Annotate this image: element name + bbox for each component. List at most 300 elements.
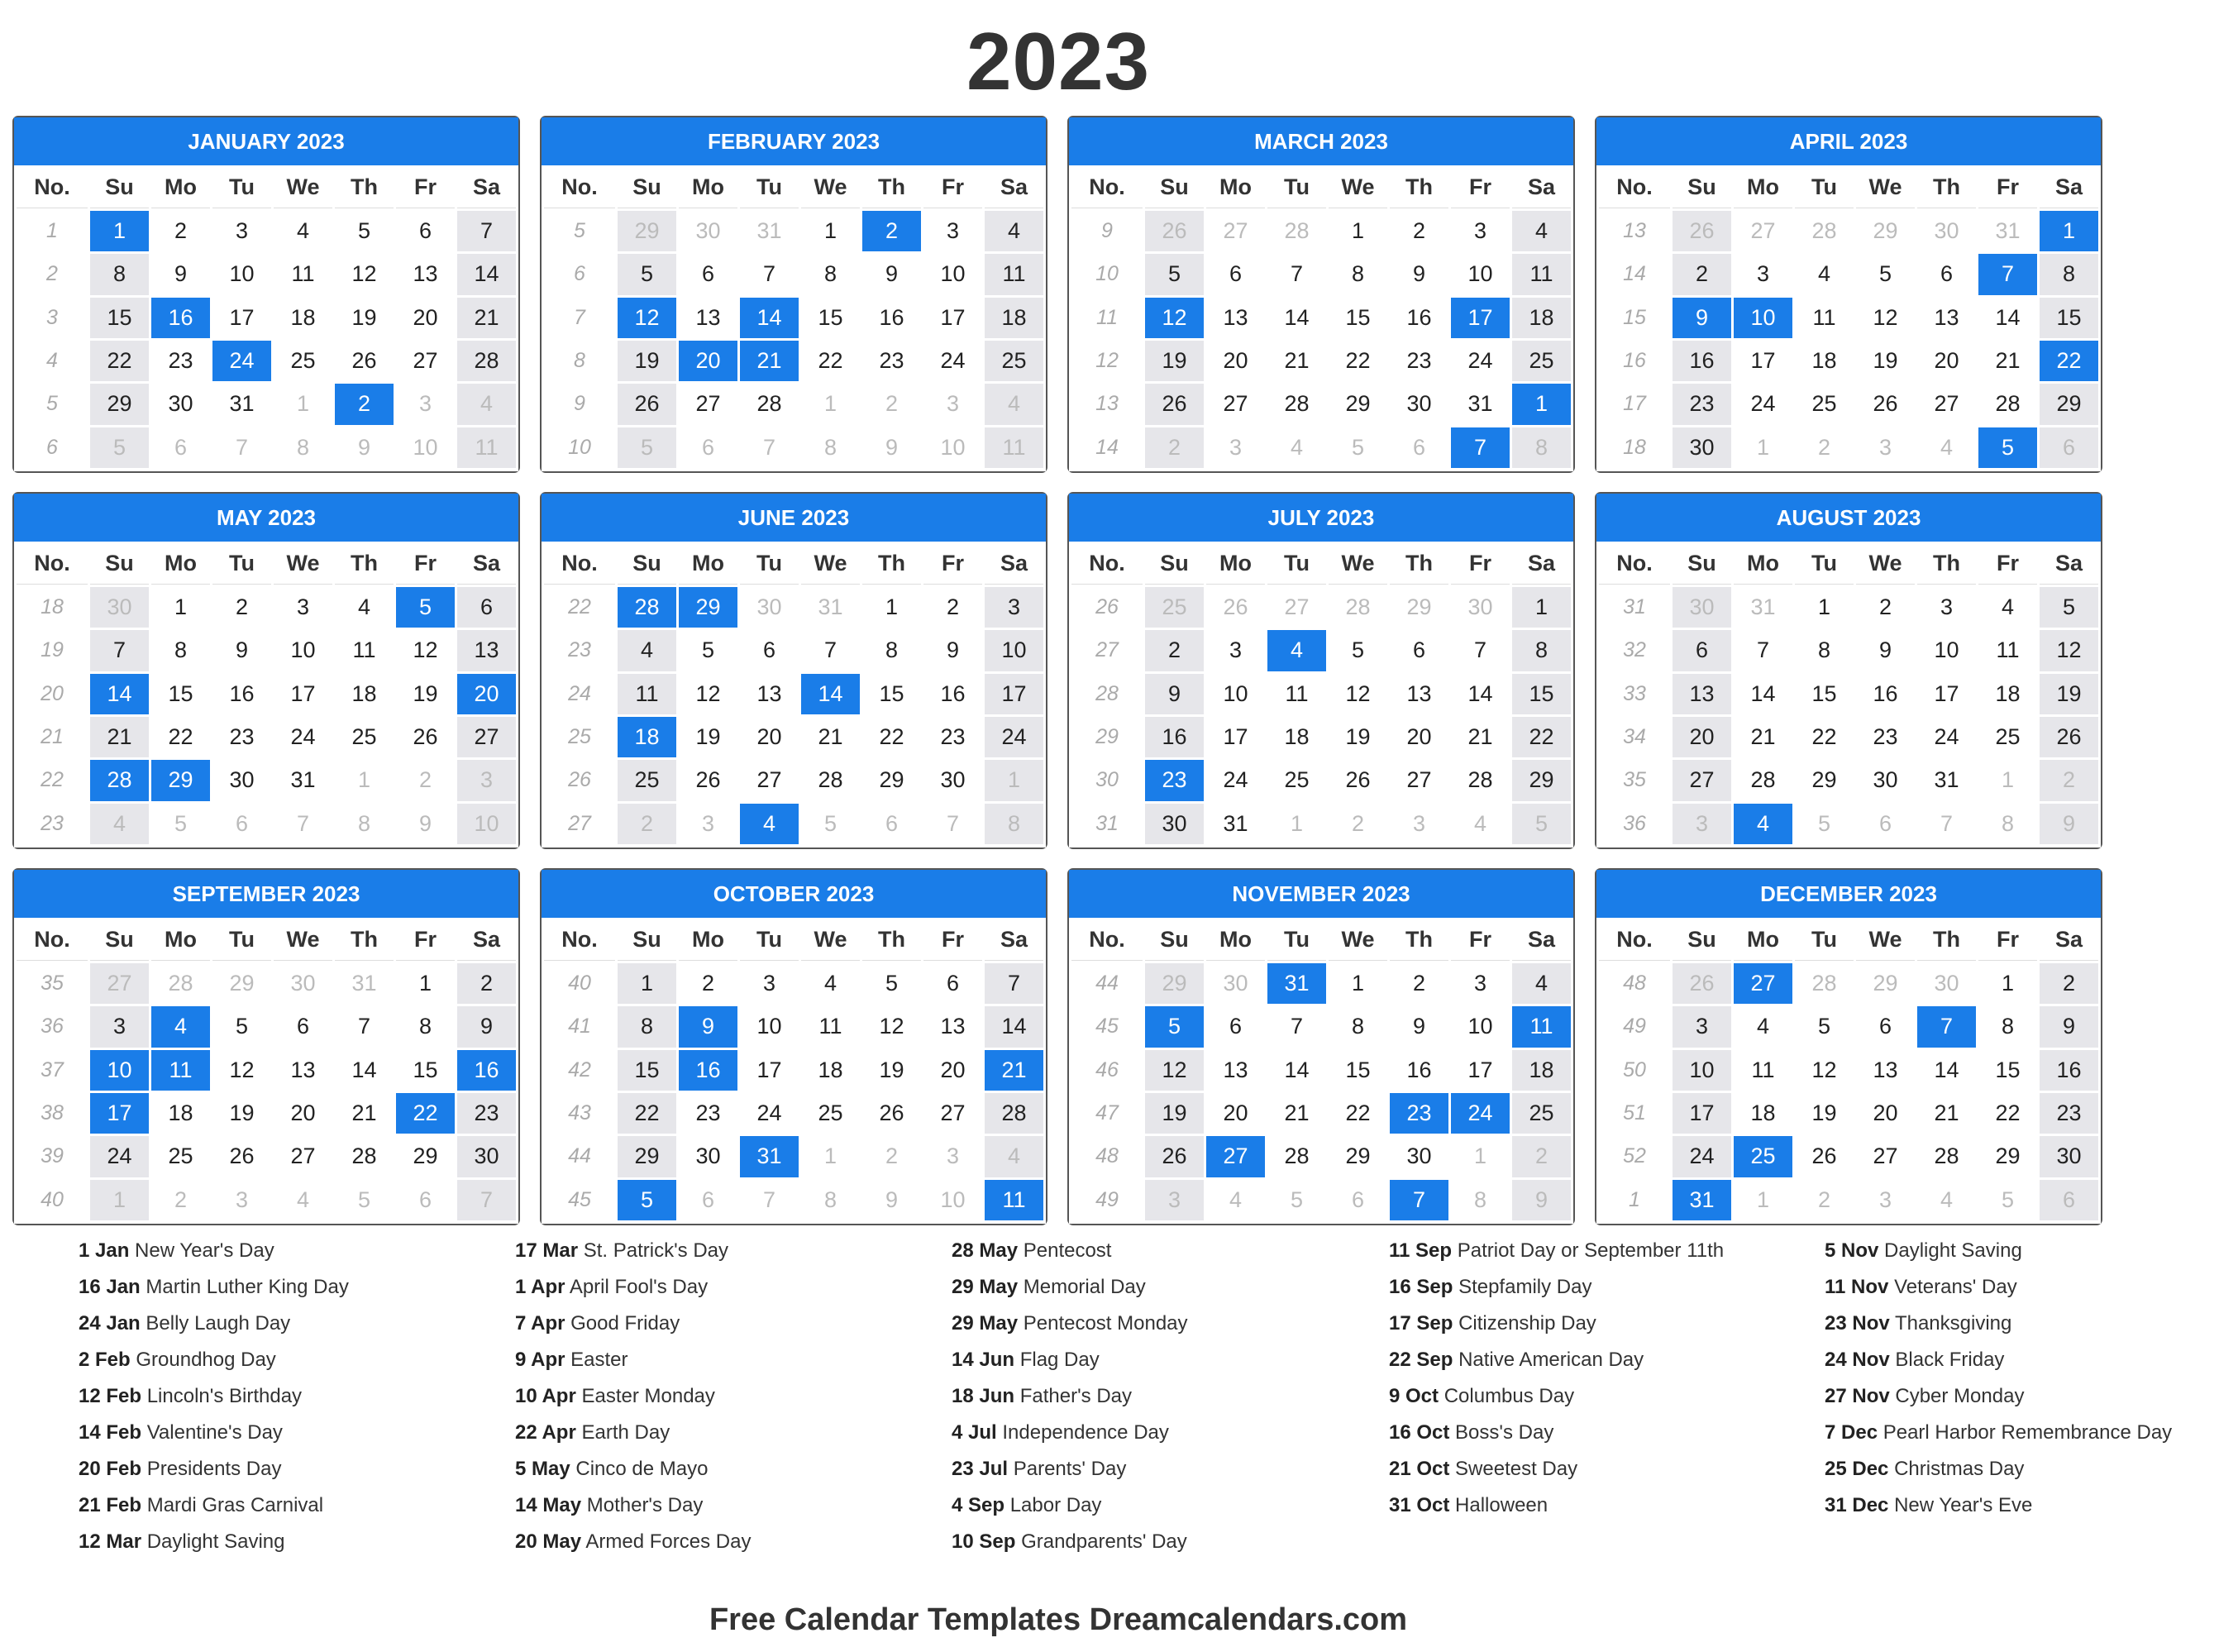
day-cell[interactable]: 15 [413,1057,438,1082]
day-cell[interactable]: 29 [1873,218,1898,244]
day-cell[interactable]: 31 [1934,767,1959,793]
day-cell[interactable]: 26 [1673,211,1731,251]
day-cell[interactable]: 3 [946,218,960,244]
day-cell[interactable]: 2 [1412,218,1426,244]
day-cell[interactable]: 29 [2040,384,2098,424]
day-cell[interactable]: 8 [296,434,310,460]
day-cell[interactable]: 29 [151,760,210,800]
day-cell[interactable]: 18 [1284,724,1310,750]
day-cell[interactable]: 17 [1467,1057,1493,1082]
day-cell[interactable]: 24 [290,724,316,750]
day-cell[interactable]: 20 [290,1101,316,1126]
day-cell[interactable]: 1 [90,1180,149,1220]
day-cell[interactable]: 24 [1451,1093,1510,1134]
day-cell[interactable]: 2 [174,218,188,244]
day-cell[interactable]: 8 [357,810,371,836]
day-cell[interactable]: 31 [818,594,843,620]
day-cell[interactable]: 20 [413,304,438,330]
day-cell[interactable]: 16 [2040,1050,2098,1091]
day-cell[interactable]: 13 [1223,1057,1248,1082]
day-cell[interactable]: 7 [1290,1014,1304,1039]
day-cell[interactable]: 8 [823,434,837,460]
day-cell[interactable]: 6 [885,810,899,836]
day-cell[interactable]: 26 [879,1101,904,1126]
day-cell[interactable]: 25 [1512,341,1571,381]
day-cell[interactable]: 19 [1345,724,1371,750]
day-cell[interactable]: 30 [168,391,193,417]
day-cell[interactable]: 10 [985,630,1043,671]
day-cell[interactable]: 23 [229,724,255,750]
day-cell[interactable]: 7 [985,963,1043,1004]
day-cell[interactable]: 5 [1290,1186,1304,1212]
day-cell[interactable]: 4 [823,971,837,996]
day-cell[interactable]: 21 [818,724,843,750]
day-cell[interactable]: 29 [1345,1144,1371,1169]
day-cell[interactable]: 1 [2001,971,2015,996]
day-cell[interactable]: 8 [2040,254,2098,294]
day-cell[interactable]: 28 [90,760,149,800]
day-cell[interactable]: 12 [1145,298,1204,338]
day-cell[interactable]: 1 [823,1144,837,1169]
day-cell[interactable]: 28 [1467,767,1493,793]
day-cell[interactable]: 14 [351,1057,377,1082]
day-cell[interactable]: 19 [1873,348,1898,374]
day-cell[interactable]: 10 [1934,637,1959,663]
day-cell[interactable]: 28 [1750,767,1776,793]
day-cell[interactable]: 30 [756,594,782,620]
day-cell[interactable]: 14 [1750,680,1776,706]
day-cell[interactable]: 4 [1817,261,1831,287]
day-cell[interactable]: 3 [1878,434,1892,460]
day-cell[interactable]: 3 [762,971,776,996]
day-cell[interactable]: 23 [1390,1093,1448,1134]
day-cell[interactable]: 27 [457,717,516,757]
day-cell[interactable]: 14 [985,1006,1043,1047]
day-cell[interactable]: 3 [1473,971,1487,996]
day-cell[interactable]: 25 [351,724,377,750]
day-cell[interactable]: 3 [701,810,715,836]
day-cell[interactable]: 30 [1145,804,1204,844]
day-cell[interactable]: 29 [1811,767,1837,793]
day-cell[interactable]: 2 [174,1186,188,1212]
day-cell[interactable]: 2 [2040,963,2098,1004]
day-cell[interactable]: 27 [290,1144,316,1169]
day-cell[interactable]: 26 [1811,1144,1837,1169]
day-cell[interactable]: 23 [2040,1093,2098,1134]
day-cell[interactable]: 27 [1673,760,1731,800]
day-cell[interactable]: 6 [762,637,776,663]
day-cell[interactable]: 3 [1940,594,1954,620]
day-cell[interactable]: 19 [351,304,377,330]
day-cell[interactable]: 2 [701,971,715,996]
day-cell[interactable]: 28 [1345,594,1371,620]
day-cell[interactable]: 8 [1351,261,1365,287]
day-cell[interactable]: 9 [2040,804,2098,844]
day-cell[interactable]: 29 [1995,1144,2021,1169]
day-cell[interactable]: 4 [151,1006,210,1047]
day-cell[interactable]: 28 [1284,1144,1310,1169]
day-cell[interactable]: 4 [296,1186,310,1212]
day-cell[interactable]: 4 [985,384,1043,424]
day-cell[interactable]: 29 [618,211,676,251]
day-cell[interactable]: 28 [168,971,193,996]
day-cell[interactable]: 15 [1995,1057,2021,1082]
day-cell[interactable]: 26 [1223,594,1248,620]
day-cell[interactable]: 3 [1473,218,1487,244]
footer-brand-link[interactable]: Dreamcalendars.com [1089,1602,1408,1637]
day-cell[interactable]: 10 [457,804,516,844]
day-cell[interactable]: 16 [879,304,904,330]
day-cell[interactable]: 24 [985,717,1043,757]
day-cell[interactable]: 28 [756,391,782,417]
day-cell[interactable]: 10 [90,1050,149,1091]
day-cell[interactable]: 6 [418,218,432,244]
day-cell[interactable]: 4 [1473,810,1487,836]
day-cell[interactable]: 10 [1734,298,1792,338]
day-cell[interactable]: 4 [1940,1186,1954,1212]
day-cell[interactable]: 23 [457,1093,516,1134]
day-cell[interactable]: 18 [1750,1101,1776,1126]
day-cell[interactable]: 3 [90,1006,149,1047]
day-cell[interactable]: 2 [457,963,516,1004]
day-cell[interactable]: 3 [946,1144,960,1169]
day-cell[interactable]: 8 [1351,1014,1365,1039]
day-cell[interactable]: 13 [413,261,438,287]
day-cell[interactable]: 30 [2040,1136,2098,1177]
day-cell[interactable]: 4 [1512,963,1571,1004]
day-cell[interactable]: 14 [1284,1057,1310,1082]
day-cell[interactable]: 16 [229,680,255,706]
day-cell[interactable]: 20 [756,724,782,750]
day-cell[interactable]: 23 [879,348,904,374]
day-cell[interactable]: 10 [229,261,255,287]
day-cell[interactable]: 20 [940,1057,966,1082]
day-cell[interactable]: 22 [818,348,843,374]
day-cell[interactable]: 9 [1512,1180,1571,1220]
day-cell[interactable]: 27 [413,348,438,374]
day-cell[interactable]: 30 [90,587,149,628]
day-cell[interactable]: 17 [1451,298,1510,338]
day-cell[interactable]: 16 [940,680,966,706]
day-cell[interactable]: 2 [618,804,676,844]
day-cell[interactable]: 4 [1267,630,1326,671]
day-cell[interactable]: 31 [1673,1180,1731,1220]
day-cell[interactable]: 6 [457,587,516,628]
day-cell[interactable]: 16 [1406,304,1432,330]
day-cell[interactable]: 2 [1351,810,1365,836]
day-cell[interactable]: 30 [1934,971,1959,996]
day-cell[interactable]: 26 [413,724,438,750]
day-cell[interactable]: 3 [1673,804,1731,844]
day-cell[interactable]: 10 [290,637,316,663]
day-cell[interactable]: 10 [1673,1050,1731,1091]
day-cell[interactable]: 2 [235,594,249,620]
day-cell[interactable]: 3 [1756,261,1770,287]
day-cell[interactable]: 7 [90,630,149,671]
day-cell[interactable]: 19 [618,341,676,381]
day-cell[interactable]: 6 [701,434,715,460]
day-cell[interactable]: 6 [2040,427,2098,468]
day-cell[interactable]: 2 [862,211,921,251]
day-cell[interactable]: 27 [1406,767,1432,793]
day-cell[interactable]: 25 [1145,587,1204,628]
day-cell[interactable]: 21 [1284,1101,1310,1126]
day-cell[interactable]: 29 [879,767,904,793]
day-cell[interactable]: 12 [695,680,721,706]
day-cell[interactable]: 10 [413,434,438,460]
day-cell[interactable]: 1 [618,963,676,1004]
day-cell[interactable]: 5 [90,427,149,468]
day-cell[interactable]: 24 [1750,391,1776,417]
day-cell[interactable]: 6 [1229,1014,1243,1039]
day-cell[interactable]: 23 [1873,724,1898,750]
day-cell[interactable]: 3 [1229,434,1243,460]
day-cell[interactable]: 1 [1756,434,1770,460]
day-cell[interactable]: 30 [1406,391,1432,417]
day-cell[interactable]: 9 [885,1186,899,1212]
day-cell[interactable]: 28 [1811,971,1837,996]
day-cell[interactable]: 11 [457,427,516,468]
day-cell[interactable]: 11 [1812,304,1836,330]
day-cell[interactable]: 1 [418,971,432,996]
day-cell[interactable]: 29 [1345,391,1371,417]
day-cell[interactable]: 31 [1467,391,1493,417]
day-cell[interactable]: 26 [695,767,721,793]
day-cell[interactable]: 6 [1673,630,1731,671]
day-cell[interactable]: 28 [985,1093,1043,1134]
day-cell[interactable]: 23 [168,348,193,374]
day-cell[interactable]: 27 [1750,218,1776,244]
day-cell[interactable]: 5 [396,587,455,628]
day-cell[interactable]: 22 [1512,717,1571,757]
day-cell[interactable]: 28 [457,341,516,381]
day-cell[interactable]: 7 [1451,427,1510,468]
day-cell[interactable]: 5 [823,810,837,836]
day-cell[interactable]: 20 [1406,724,1432,750]
day-cell[interactable]: 11 [352,637,376,663]
day-cell[interactable]: 24 [90,1136,149,1177]
day-cell[interactable]: 14 [90,674,149,714]
day-cell[interactable]: 20 [1223,348,1248,374]
day-cell[interactable]: 9 [679,1006,737,1047]
day-cell[interactable]: 9 [1673,298,1731,338]
day-cell[interactable]: 28 [1934,1144,1959,1169]
day-cell[interactable]: 14 [1934,1057,1959,1082]
day-cell[interactable]: 7 [946,810,960,836]
day-cell[interactable]: 30 [1673,587,1731,628]
day-cell[interactable]: 3 [235,218,249,244]
day-cell[interactable]: 5 [1817,1014,1831,1039]
day-cell[interactable]: 19 [695,724,721,750]
day-cell[interactable]: 26 [1145,1136,1204,1177]
day-cell[interactable]: 30 [1934,218,1959,244]
day-cell[interactable]: 31 [1995,218,2021,244]
day-cell[interactable]: 27 [1223,218,1248,244]
day-cell[interactable]: 3 [457,760,516,800]
day-cell[interactable]: 24 [1673,1136,1731,1177]
day-cell[interactable]: 1 [1512,587,1571,628]
day-cell[interactable]: 24 [1934,724,1959,750]
day-cell[interactable]: 7 [1917,1006,1976,1047]
day-cell[interactable]: 7 [1390,1180,1448,1220]
day-cell[interactable]: 4 [1229,1186,1243,1212]
day-cell[interactable]: 14 [740,298,799,338]
day-cell[interactable]: 6 [1412,637,1426,663]
day-cell[interactable]: 29 [1873,971,1898,996]
day-cell[interactable]: 1 [1512,384,1571,424]
day-cell[interactable]: 13 [290,1057,316,1082]
day-cell[interactable]: 31 [740,1136,799,1177]
day-cell[interactable]: 17 [90,1093,149,1134]
day-cell[interactable]: 9 [885,434,899,460]
day-cell[interactable]: 24 [756,1101,782,1126]
day-cell[interactable]: 7 [1756,637,1770,663]
day-cell[interactable]: 10 [1467,261,1493,287]
day-cell[interactable]: 6 [235,810,249,836]
day-cell[interactable]: 7 [823,637,837,663]
day-cell[interactable]: 30 [290,971,316,996]
day-cell[interactable]: 16 [1406,1057,1432,1082]
day-cell[interactable]: 31 [756,218,782,244]
day-cell[interactable]: 16 [1873,680,1898,706]
day-cell[interactable]: 21 [1750,724,1776,750]
day-cell[interactable]: 15 [618,1050,676,1091]
day-cell[interactable]: 18 [290,304,316,330]
day-cell[interactable]: 16 [1673,341,1731,381]
day-cell[interactable]: 2 [1145,630,1204,671]
day-cell[interactable]: 6 [701,261,715,287]
day-cell[interactable]: 4 [618,630,676,671]
day-cell[interactable]: 19 [229,1101,255,1126]
day-cell[interactable]: 30 [1406,1144,1432,1169]
day-cell[interactable]: 15 [168,680,193,706]
day-cell[interactable]: 9 [1412,261,1426,287]
day-cell[interactable]: 10 [940,261,966,287]
day-cell[interactable]: 21 [90,717,149,757]
day-cell[interactable]: 4 [985,211,1043,251]
day-cell[interactable]: 20 [457,674,516,714]
day-cell[interactable]: 9 [1145,674,1204,714]
day-cell[interactable]: 4 [985,1136,1043,1177]
day-cell[interactable]: 30 [1467,594,1493,620]
day-cell[interactable]: 23 [695,1101,721,1126]
day-cell[interactable]: 29 [413,1144,438,1169]
day-cell[interactable]: 1 [1817,594,1831,620]
day-cell[interactable]: 22 [168,724,193,750]
day-cell[interactable]: 1 [296,391,310,417]
day-cell[interactable]: 28 [1284,391,1310,417]
day-cell[interactable]: 3 [946,391,960,417]
day-cell[interactable]: 21 [1467,724,1493,750]
day-cell[interactable]: 28 [1284,218,1310,244]
day-cell[interactable]: 21 [1284,348,1310,374]
day-cell[interactable]: 18 [351,680,377,706]
day-cell[interactable]: 21 [1934,1101,1959,1126]
day-cell[interactable]: 2 [1817,1186,1831,1212]
day-cell[interactable]: 4 [296,218,310,244]
day-cell[interactable]: 22 [1811,724,1837,750]
day-cell[interactable]: 26 [1345,767,1371,793]
day-cell[interactable]: 2 [1878,594,1892,620]
day-cell[interactable]: 11 [1751,1057,1775,1082]
day-cell[interactable]: 9 [174,261,188,287]
day-cell[interactable]: 1 [1290,810,1304,836]
day-cell[interactable]: 29 [1406,594,1432,620]
day-cell[interactable]: 5 [618,427,676,468]
day-cell[interactable]: 22 [1345,1101,1371,1126]
day-cell[interactable]: 17 [1223,724,1248,750]
day-cell[interactable]: 14 [801,674,860,714]
day-cell[interactable]: 15 [818,304,843,330]
day-cell[interactable]: 7 [235,434,249,460]
day-cell[interactable]: 2 [1673,254,1731,294]
day-cell[interactable]: 6 [1351,1186,1365,1212]
day-cell[interactable]: 24 [1223,767,1248,793]
day-cell[interactable]: 9 [1412,1014,1426,1039]
day-cell[interactable]: 7 [1290,261,1304,287]
day-cell[interactable]: 5 [235,1014,249,1039]
day-cell[interactable]: 13 [1934,304,1959,330]
day-cell[interactable]: 12 [229,1057,255,1082]
day-cell[interactable]: 10 [940,434,966,460]
day-cell[interactable]: 5 [357,1186,371,1212]
day-cell[interactable]: 22 [396,1093,455,1134]
day-cell[interactable]: 11 [1996,637,2020,663]
day-cell[interactable]: 5 [1978,427,2037,468]
day-cell[interactable]: 2 [1817,434,1831,460]
day-cell[interactable]: 7 [1978,254,2037,294]
day-cell[interactable]: 1 [985,760,1043,800]
day-cell[interactable]: 23 [1673,384,1731,424]
day-cell[interactable]: 3 [1229,637,1243,663]
day-cell[interactable]: 21 [985,1050,1043,1091]
day-cell[interactable]: 11 [1512,1006,1571,1047]
day-cell[interactable]: 9 [2040,1006,2098,1047]
day-cell[interactable]: 2 [1512,1136,1571,1177]
day-cell[interactable]: 18 [1811,348,1837,374]
day-cell[interactable]: 1 [885,594,899,620]
day-cell[interactable]: 19 [1145,1093,1204,1134]
day-cell[interactable]: 6 [418,1186,432,1212]
day-cell[interactable]: 17 [1934,680,1959,706]
day-cell[interactable]: 5 [1145,1006,1204,1047]
day-cell[interactable]: 22 [618,1093,676,1134]
day-cell[interactable]: 3 [296,594,310,620]
day-cell[interactable]: 16 [1145,717,1204,757]
day-cell[interactable]: 19 [1811,1101,1837,1126]
day-cell[interactable]: 6 [1412,434,1426,460]
day-cell[interactable]: 13 [1223,304,1248,330]
day-cell[interactable]: 30 [457,1136,516,1177]
day-cell[interactable]: 17 [756,1057,782,1082]
day-cell[interactable]: 25 [1811,391,1837,417]
day-cell[interactable]: 11 [1512,254,1571,294]
day-cell[interactable]: 5 [2001,1186,2015,1212]
day-cell[interactable]: 11 [985,1180,1043,1220]
day-cell[interactable]: 5 [618,254,676,294]
day-cell[interactable]: 13 [695,304,721,330]
day-cell[interactable]: 13 [756,680,782,706]
day-cell[interactable]: 5 [357,218,371,244]
day-cell[interactable]: 17 [290,680,316,706]
day-cell[interactable]: 8 [2001,1014,2015,1039]
day-cell[interactable]: 21 [457,298,516,338]
day-cell[interactable]: 5 [174,810,188,836]
day-cell[interactable]: 18 [168,1101,193,1126]
day-cell[interactable]: 7 [1940,810,1954,836]
day-cell[interactable]: 30 [1223,971,1248,996]
day-cell[interactable]: 13 [940,1014,966,1039]
